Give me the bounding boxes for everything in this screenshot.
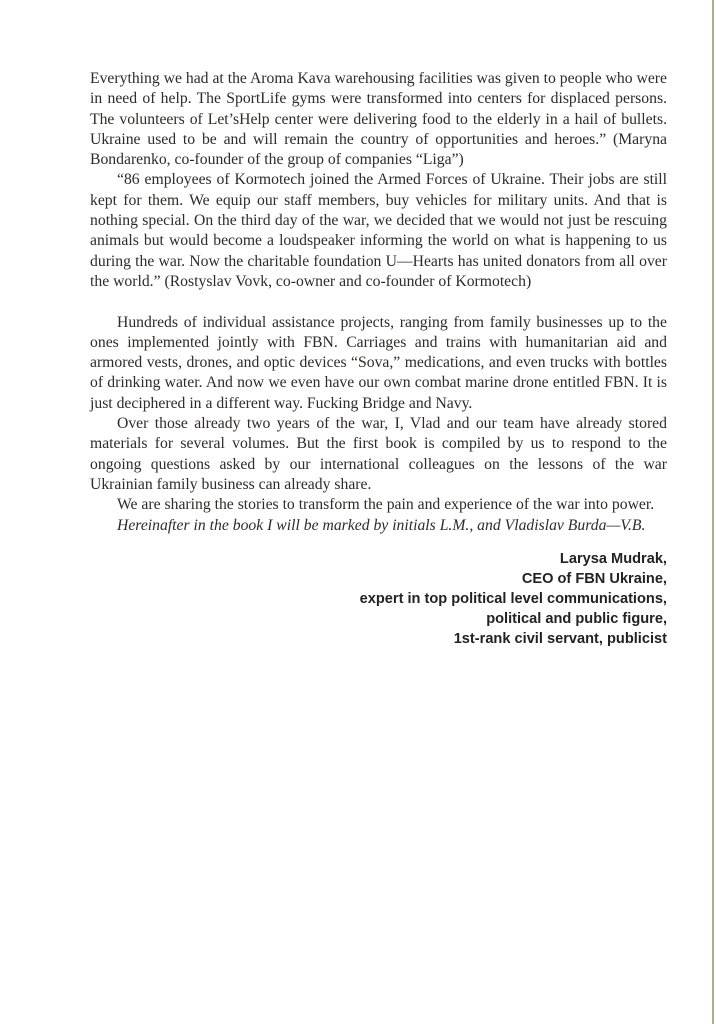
signature-line-title: CEO of FBN Ukraine, xyxy=(521,570,667,587)
signature-line-role: political and public figure, xyxy=(486,610,667,627)
body-paragraph-3: Hundreds of individual assistance projects, ranging from family businesses up to the ones implemented jointly with FBN. Carriages and trains with humanitarian aid and armored vests, drones, and optic devices “Sova,” medications, and even trucks with bottles of drinking water. And now we even have our own combat marine drone entitled FBN. It is just deciphered in a different way. Fucking Bridge and Navy. xyxy=(90,313,667,412)
page-edge-line xyxy=(712,0,714,1024)
body-paragraph-5: We are sharing the stories to transform the pain and experience of the war into power. xyxy=(117,496,655,514)
signature-line-rank: 1st-rank civil servant, publicist xyxy=(453,630,667,647)
body-paragraph-4: Over those already two years of the war, I, Vlad and our team have already stored materials for several volumes. But the first book is compiled by us to respond to the ongoing questions asked by our international colleagues on the lessons of the war Ukrainian family business can already share. xyxy=(90,415,667,493)
signature-line-expertise: expert in top political level communications, xyxy=(359,590,667,607)
text-column xyxy=(90,69,667,649)
body-paragraph-1: Everything we had at the Aroma Kava warehousing facilities was given to people who were in need of help. The SportLife gyms were transformed into centers for displaced persons. The volunteers of Let’sHelp center were delivering food to the elderly in a hail of bullets. Ukraine used to be and will remain the country of opportunities and heroes.” (Maryna Bondarenko, co-founder of the group of companies “Liga”) xyxy=(90,70,667,169)
editorial-note: Hereinafter in the book I will be marked by initials L.M., and Vladislav Burda—V.B. xyxy=(117,516,646,534)
signature-block xyxy=(90,549,667,649)
body-paragraph-2: “86 employees of Kormotech joined the Armed Forces of Ukraine. Their jobs are still kept for them. We equip our staff members, buy vehicles for military units. And that is nothing special. On the third day of the war, we decided that we would not just be rescuing animals but would become a loudspeaker informing the world on what is happening to us during the war. Now the charitable foundation U—Hearts has united donators from all over the world.” (Rostyslav Vovk, co-owner and co-founder of Kormotech) xyxy=(90,171,667,290)
signature-line-name: Larysa Mudrak, xyxy=(559,550,667,567)
